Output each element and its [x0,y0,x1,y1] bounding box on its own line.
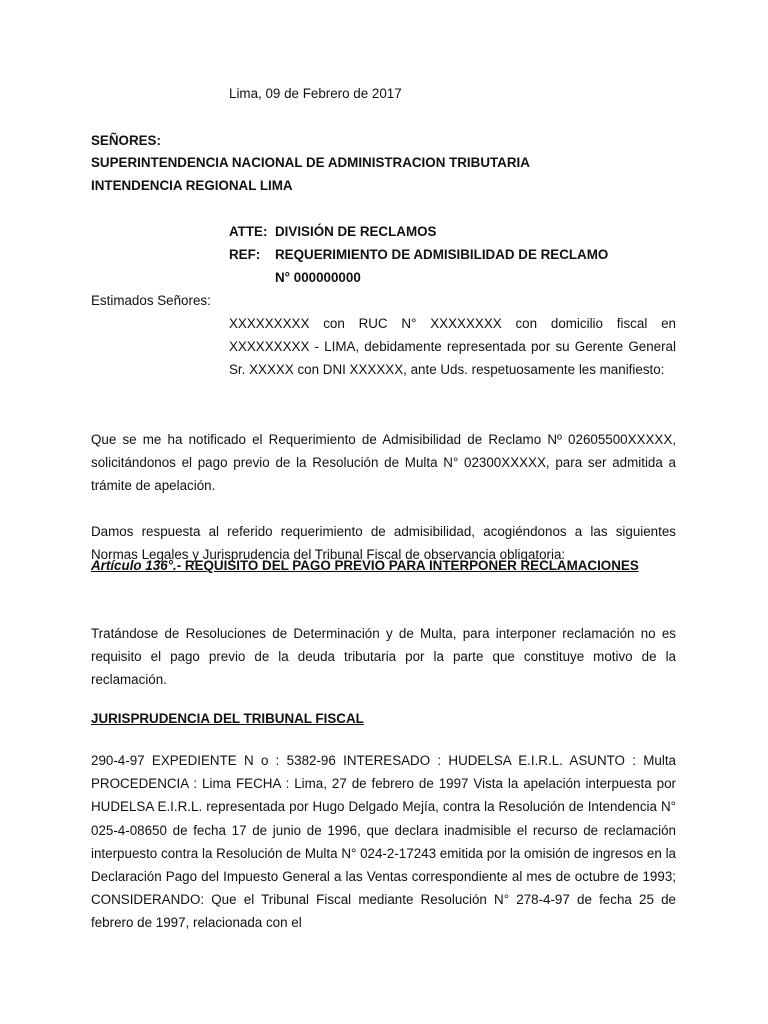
addressee-organization: SUPERINTENDENCIA NACIONAL DE ADMINISTRACION TRIBUTARIA [91,155,530,170]
article-heading [91,558,639,574]
addressee-department: INTENDENCIA REGIONAL LIMA [91,178,293,193]
letter-date: Lima, 09 de Febrero de 2017 [229,86,402,101]
jurisprudence-text: 290-4-97 EXPEDIENTE N o : 5382-96 INTERESADO : HUDELSA E.I.R.L. ASUNTO : Multa PROCEDENCIA : Lima FECHA : Lima, 27 de febrero de 1997 Vista la apelación interpuesta por HUDELSA E.I.R.L. representada por Hugo Delgado Mejía, contra la Resolución de Intendencia N° 025-4-08650 de fecha 17 de junio de 1996, que declara inadmisible el recurso de reclamación interpuesto contra la Resolución de Multa N° 024-2-17243 emitida por la omisión de ingresos en la Declaración Pago del Impuesto General a las Ventas correspondiente al mes de octubre de 1993; CONSIDERANDO: Que el Tribunal Fiscal mediante Resolución N° 278-4-97 de fecha 25 de febrero de 1997, relacionada con el [91,753,676,931]
atte-value: DIVISIÓN DE RECLAMOS [275,224,437,239]
addressee-salutation: SEÑORES: [91,133,161,148]
article-heading-number: Artículo 136°.- [91,558,182,573]
intro-paragraph: XXXXXXXXX con RUC N° XXXXXXXX con domicilio fiscal en XXXXXXXXX - LIMA, debidamente representada por su Gerente General Sr. XXXXX con DNI XXXXXX, ante Uds. respetuosamente les manifiesto: [229,316,676,378]
paragraph-notification: Que se me ha notificado el Requerimiento de Admisibilidad de Reclamo Nº 02605500XXXXX, solicitándonos el pago previo de la Resolución de Multa N° 02300XXXXX, para ser admitida a trámite de apelación. [91,432,676,494]
paragraph-response: Damos respuesta al referido requerimiento de admisibilidad, acogiéndonos a las siguientes Normas Legales y Jurisprudencia del Tribunal Fiscal de observancia obligatoria: [91,524,676,563]
ref-label: REF: [229,247,261,262]
article-heading-title: REQUISITO DEL PAGO PREVIO PARA INTERPONER RECLAMACIONES [181,558,639,573]
ref-number: N° 000000000 [275,270,361,285]
greeting: Estimados Señores: [91,293,211,308]
jurisprudence-heading: JURISPRUDENCIA DEL TRIBUNAL FISCAL [91,711,364,726]
atte-label: ATTE: [229,224,268,239]
ref-value: REQUERIMIENTO DE ADMISIBILIDAD DE RECLAMO [275,247,609,262]
article-text: Tratándose de Resoluciones de Determinación y de Multa, para interponer reclamación no es requisito el pago previo de la deuda tributaria por la parte que constituye motivo de la reclamación. [91,626,676,688]
